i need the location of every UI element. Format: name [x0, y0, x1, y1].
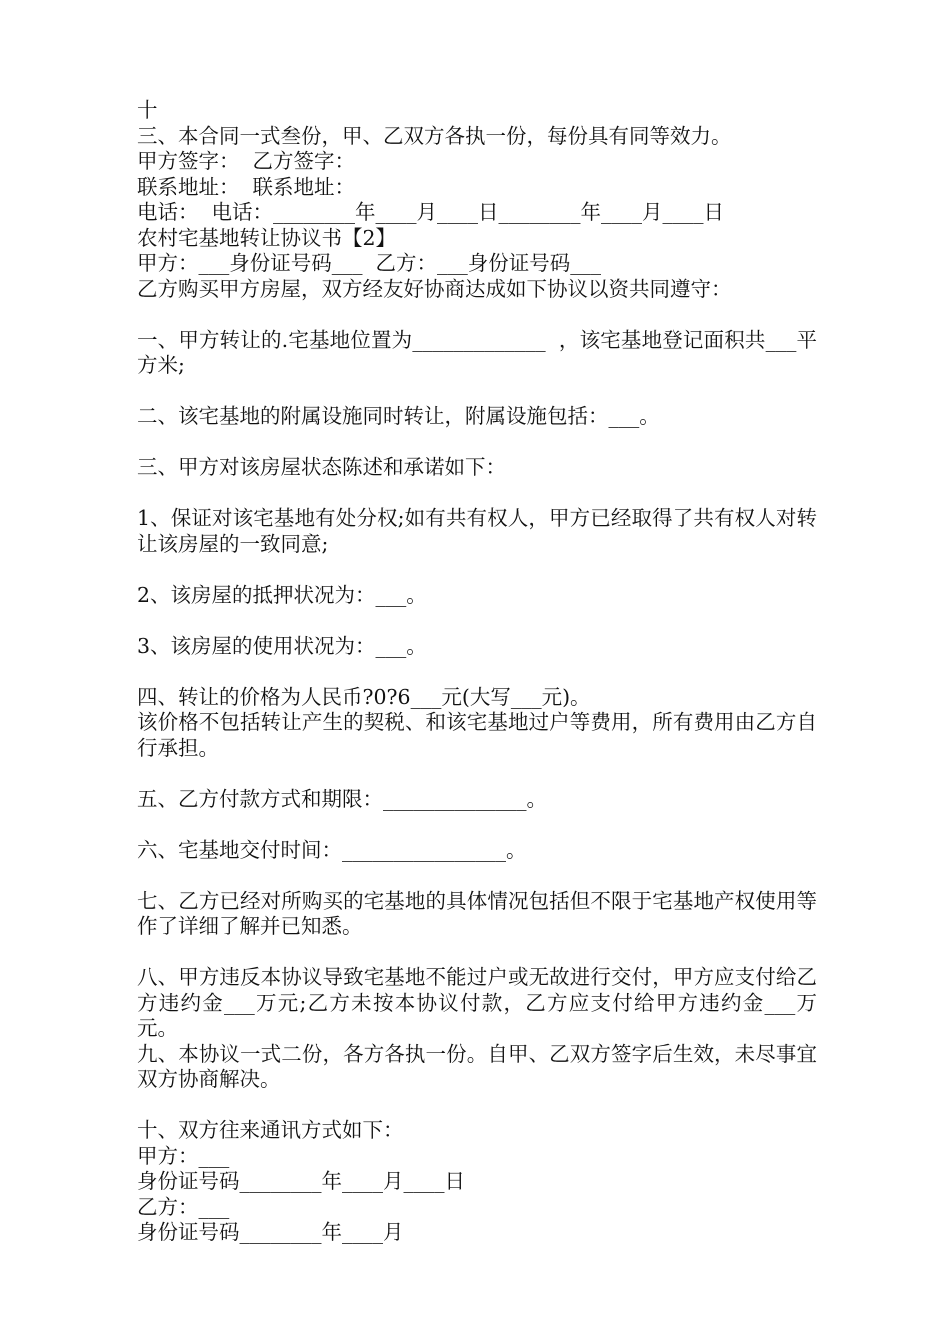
text-line: 乙方购买甲方房屋，双方经友好协商达成如下协议以资共同遵守：: [137, 276, 732, 301]
clause-6: 六、宅基地交付时间：________________。: [137, 837, 527, 862]
clause-3-item-3: 3、该房屋的使用状况为：___。: [137, 633, 427, 658]
document-title: 农村宅基地转让协议书【2】: [137, 225, 397, 250]
blank-line: [137, 608, 817, 634]
clause-10: 十、双方往来通讯方式如下：: [137, 1118, 404, 1142]
blank-line: [137, 761, 817, 787]
clause-9: 九、本协议一式二份，各方各执一份。自甲、乙双方签字后生效，未尽事宜双方协商解决。: [137, 1041, 817, 1091]
clause-8: 八、甲方违反本协议导致宅基地不能过户或无故进行交付，甲方应支付给乙方违约金___万元;乙方未按本协议付款，乙方应支付给甲方违约金___万元。: [137, 965, 817, 1040]
signature-line: 甲方签字： 乙方签字：: [137, 149, 356, 173]
blank-line: [137, 379, 817, 405]
blank-line: [137, 659, 817, 685]
clause-3: 三、甲方对该房屋状态陈述和承诺如下：: [137, 455, 506, 479]
clause-3-item-1: 1、保证对该宅基地有处分权;如有共有权人，甲方已经取得了共有权人对转让该房屋的一致同意;: [137, 506, 817, 556]
party-b-line: 乙方：___: [137, 1194, 230, 1219]
blank-line: [137, 557, 817, 583]
blank-line: [137, 940, 817, 966]
text-line: 三、本合同一式叁份，甲、乙双方各执一份，每份具有同等效力。: [137, 123, 732, 148]
blank-line: [137, 863, 817, 889]
clause-7: 七、乙方已经对所购买的宅基地的具体情况包括但不限于宅基地产权使用等作了详细了解并已知悉。: [137, 888, 817, 938]
phone-date-line: 电话： 电话：________年____月____日________年____月____日: [137, 200, 725, 224]
blank-line: [137, 481, 817, 507]
clause-4-detail: 该价格不包括转让产生的契税、和该宅基地过户等费用，所有费用由乙方自行承担。: [137, 710, 817, 760]
blank-line: [137, 430, 817, 456]
party-b-id-date: 身份证号码________年____月: [137, 1220, 404, 1244]
parties-line: 甲方：___身份证号码___ 乙方：___身份证号码___: [137, 251, 602, 275]
clause-1: 一、甲方转让的.宅基地位置为_____________ ，该宅基地登记面积共___平方米;: [137, 327, 817, 377]
blank-line: [137, 302, 817, 328]
clause-4: 四、转让的价格为人民币?0?6___元(大写___元)。: [137, 684, 591, 709]
clause-5: 五、乙方付款方式和期限：______________。: [137, 786, 547, 811]
party-a-id-date: 身份证号码________年____月____日: [137, 1169, 465, 1193]
party-a-line: 甲方：___: [137, 1143, 230, 1168]
document-body: [137, 98, 817, 1246]
clause-3-item-2: 2、该房屋的抵押状况为：___。: [137, 582, 427, 607]
text-line: 十: [137, 98, 158, 122]
blank-line: [137, 812, 817, 838]
address-line: 联系地址： 联系地址：: [137, 174, 356, 199]
blank-line: [137, 1093, 817, 1119]
clause-2: 二、该宅基地的附属设施同时转让，附属设施包括：___。: [137, 404, 660, 428]
